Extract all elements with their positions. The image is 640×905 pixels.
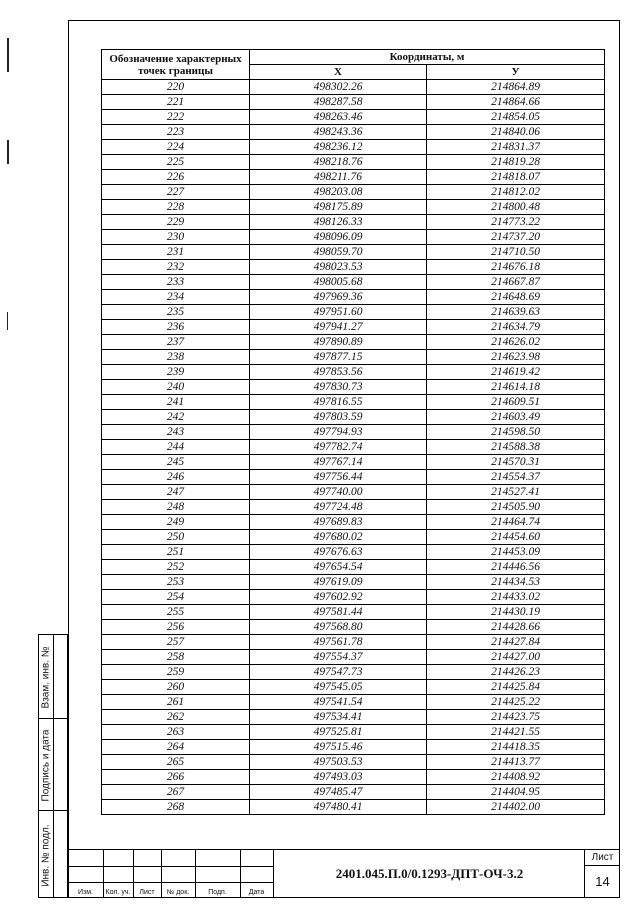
table-row [102, 200, 605, 215]
col-label-date: Дата [248, 889, 265, 896]
table-row [102, 365, 605, 380]
y-coordinate-cell: 214425.22 [427, 695, 605, 710]
table-row [102, 245, 605, 260]
y-coordinate-cell: 214648.69 [427, 290, 605, 305]
stamp-text: Взам. инв. № [40, 646, 52, 708]
table-row [102, 350, 605, 365]
grid-line [68, 882, 273, 883]
point-number-cell: 241 [102, 395, 250, 410]
point-number-cell: 231 [102, 245, 250, 260]
y-coordinate-cell: 214614.18 [427, 380, 605, 395]
table-row [102, 800, 605, 815]
x-coordinate-cell: 497816.55 [250, 395, 427, 410]
x-coordinate-cell: 497619.09 [250, 575, 427, 590]
header-point: Обозначение характерных точек границы [102, 50, 250, 80]
y-coordinate-cell: 214421.55 [427, 725, 605, 740]
y-coordinate-cell: 214667.87 [427, 275, 605, 290]
table-row [102, 545, 605, 560]
table-row [102, 605, 605, 620]
x-coordinate-cell: 497515.46 [250, 740, 427, 755]
point-number-cell: 245 [102, 455, 250, 470]
point-number-cell: 233 [102, 275, 250, 290]
x-coordinate-cell: 498218.76 [250, 155, 427, 170]
point-number-cell: 238 [102, 350, 250, 365]
point-number-cell: 259 [102, 665, 250, 680]
header-coordinates: Координаты, м [250, 50, 605, 65]
x-coordinate-cell: 498059.70 [250, 245, 427, 260]
y-coordinate-cell: 214434.53 [427, 575, 605, 590]
x-coordinate-cell: 497782.74 [250, 440, 427, 455]
y-coordinate-cell: 214773.22 [427, 215, 605, 230]
x-coordinate-cell: 497493.03 [250, 770, 427, 785]
x-coordinate-cell: 497951.60 [250, 305, 427, 320]
table-row [102, 455, 605, 470]
col-label-doc: № док. [166, 889, 190, 896]
scan-mark [7, 312, 8, 330]
y-coordinate-cell: 214623.98 [427, 350, 605, 365]
y-coordinate-cell: 214864.89 [427, 80, 605, 95]
document-code: 2401.045.П.0/0.1293-ДПТ-ОЧ-3.2 [273, 850, 585, 898]
point-number-cell: 252 [102, 560, 250, 575]
point-number-cell: 264 [102, 740, 250, 755]
point-number-cell: 247 [102, 485, 250, 500]
table-row [102, 695, 605, 710]
table-row [102, 80, 605, 95]
point-number-cell: 261 [102, 695, 250, 710]
stamp-text: Инв. № подл. [40, 823, 52, 887]
point-number-cell: 266 [102, 770, 250, 785]
table-row [102, 305, 605, 320]
x-coordinate-cell: 497724.48 [250, 500, 427, 515]
table-row [102, 515, 605, 530]
point-number-cell: 227 [102, 185, 250, 200]
coordinates-table [101, 49, 605, 815]
y-coordinate-cell: 214609.51 [427, 395, 605, 410]
table-row [102, 755, 605, 770]
y-coordinate-cell: 214446.56 [427, 560, 605, 575]
y-coordinate-cell: 214454.60 [427, 530, 605, 545]
table-row [102, 470, 605, 485]
point-number-cell: 260 [102, 680, 250, 695]
point-number-cell: 254 [102, 590, 250, 605]
col-label-sign: Подп. [208, 889, 227, 896]
y-coordinate-cell: 214404.95 [427, 785, 605, 800]
x-coordinate-cell: 498096.09 [250, 230, 427, 245]
stamp-label-inv [39, 811, 53, 899]
y-coordinate-cell: 214831.37 [427, 140, 605, 155]
table-row [102, 395, 605, 410]
x-coordinate-cell: 498211.76 [250, 170, 427, 185]
table-row [102, 485, 605, 500]
table-row [102, 680, 605, 695]
x-coordinate-cell: 497830.73 [250, 380, 427, 395]
y-coordinate-cell: 214737.20 [427, 230, 605, 245]
x-coordinate-cell: 497503.53 [250, 755, 427, 770]
col-label-kol: Кол. уч. [105, 889, 131, 896]
y-coordinate-cell: 214426.23 [427, 665, 605, 680]
y-coordinate-cell: 214854.05 [427, 110, 605, 125]
point-number-cell: 262 [102, 710, 250, 725]
y-coordinate-cell: 214427.00 [427, 650, 605, 665]
y-coordinate-cell: 214639.63 [427, 305, 605, 320]
table-row [102, 320, 605, 335]
point-number-cell: 222 [102, 110, 250, 125]
x-coordinate-cell: 497890.89 [250, 335, 427, 350]
point-number-cell: 230 [102, 230, 250, 245]
y-coordinate-cell: 214626.02 [427, 335, 605, 350]
x-coordinate-cell: 497803.59 [250, 410, 427, 425]
y-coordinate-cell: 214676.18 [427, 260, 605, 275]
y-coordinate-cell: 214710.50 [427, 245, 605, 260]
y-coordinate-cell: 214423.75 [427, 710, 605, 725]
table-row [102, 125, 605, 140]
table-row [102, 575, 605, 590]
x-coordinate-cell: 498302.26 [250, 80, 427, 95]
table-row [102, 230, 605, 245]
table-row [102, 95, 605, 110]
table-body [102, 80, 605, 815]
side-stamp [38, 634, 68, 898]
y-coordinate-cell: 214819.28 [427, 155, 605, 170]
point-number-cell: 228 [102, 200, 250, 215]
title-block [68, 849, 620, 898]
x-coordinate-cell: 498175.89 [250, 200, 427, 215]
point-number-cell: 268 [102, 800, 250, 815]
table-row [102, 620, 605, 635]
y-coordinate-cell: 214430.19 [427, 605, 605, 620]
x-coordinate-cell: 498287.58 [250, 95, 427, 110]
y-coordinate-cell: 214603.49 [427, 410, 605, 425]
x-coordinate-cell: 498126.33 [250, 215, 427, 230]
point-number-cell: 249 [102, 515, 250, 530]
point-number-cell: 258 [102, 650, 250, 665]
point-number-cell: 236 [102, 320, 250, 335]
x-coordinate-cell: 498236.12 [250, 140, 427, 155]
sheet-number: 14 [595, 874, 610, 889]
point-number-cell: 246 [102, 470, 250, 485]
y-coordinate-cell: 214619.42 [427, 365, 605, 380]
table-row [102, 650, 605, 665]
point-number-cell: 251 [102, 545, 250, 560]
point-number-cell: 240 [102, 380, 250, 395]
y-coordinate-cell: 214402.00 [427, 800, 605, 815]
y-coordinate-cell: 214634.79 [427, 320, 605, 335]
x-coordinate-cell: 497554.37 [250, 650, 427, 665]
scan-mark [7, 38, 9, 72]
point-number-cell: 267 [102, 785, 250, 800]
table-row [102, 635, 605, 650]
table-row [102, 410, 605, 425]
col-label-izm: Изм. [78, 889, 93, 896]
point-number-cell: 223 [102, 125, 250, 140]
revision-grid [68, 850, 273, 898]
sheet-label: Лист [585, 850, 620, 866]
point-number-cell: 265 [102, 755, 250, 770]
y-coordinate-cell: 214812.02 [427, 185, 605, 200]
col-label-list: Лист [139, 889, 155, 896]
table-row [102, 185, 605, 200]
y-coordinate-cell: 214554.37 [427, 470, 605, 485]
sheet-box [584, 850, 620, 898]
x-coordinate-cell: 497534.41 [250, 710, 427, 725]
x-coordinate-cell: 497547.73 [250, 665, 427, 680]
y-coordinate-cell: 214818.07 [427, 170, 605, 185]
table-row [102, 665, 605, 680]
point-number-cell: 232 [102, 260, 250, 275]
table-row [102, 740, 605, 755]
stamp-label-sign [39, 719, 53, 811]
point-number-cell: 229 [102, 215, 250, 230]
y-coordinate-cell: 214453.09 [427, 545, 605, 560]
point-number-cell: 224 [102, 140, 250, 155]
table-row [102, 710, 605, 725]
x-coordinate-cell: 497969.36 [250, 290, 427, 305]
point-number-cell: 253 [102, 575, 250, 590]
y-coordinate-cell: 214428.66 [427, 620, 605, 635]
point-number-cell: 255 [102, 605, 250, 620]
point-number-cell: 244 [102, 440, 250, 455]
x-coordinate-cell: 497541.54 [250, 695, 427, 710]
point-number-cell: 221 [102, 95, 250, 110]
table-row [102, 530, 605, 545]
table-row [102, 440, 605, 455]
x-coordinate-cell: 497676.63 [250, 545, 427, 560]
table-row [102, 155, 605, 170]
y-coordinate-cell: 214570.31 [427, 455, 605, 470]
table-row [102, 170, 605, 185]
grid-line [68, 866, 273, 867]
x-coordinate-cell: 497680.02 [250, 530, 427, 545]
table-row [102, 110, 605, 125]
x-coordinate-cell: 497941.27 [250, 320, 427, 335]
point-number-cell: 220 [102, 80, 250, 95]
table-row [102, 335, 605, 350]
x-coordinate-cell: 498243.36 [250, 125, 427, 140]
y-coordinate-cell: 214864.66 [427, 95, 605, 110]
point-number-cell: 235 [102, 305, 250, 320]
y-coordinate-cell: 214427.84 [427, 635, 605, 650]
table-row [102, 425, 605, 440]
stamp-text: Подпись и дата [40, 729, 52, 801]
x-coordinate-cell: 497794.93 [250, 425, 427, 440]
y-coordinate-cell: 214505.90 [427, 500, 605, 515]
y-coordinate-cell: 214413.77 [427, 755, 605, 770]
x-coordinate-cell: 497877.15 [250, 350, 427, 365]
y-coordinate-cell: 214800.48 [427, 200, 605, 215]
table-row [102, 380, 605, 395]
table-row [102, 140, 605, 155]
x-coordinate-cell: 497756.44 [250, 470, 427, 485]
x-coordinate-cell: 497545.05 [250, 680, 427, 695]
y-coordinate-cell: 214527.41 [427, 485, 605, 500]
y-coordinate-cell: 214464.74 [427, 515, 605, 530]
table-row [102, 290, 605, 305]
point-number-cell: 237 [102, 335, 250, 350]
y-coordinate-cell: 214408.92 [427, 770, 605, 785]
x-coordinate-cell: 498263.46 [250, 110, 427, 125]
x-coordinate-cell: 498023.53 [250, 260, 427, 275]
point-number-cell: 248 [102, 500, 250, 515]
table-row [102, 725, 605, 740]
table-row [102, 785, 605, 800]
point-number-cell: 242 [102, 410, 250, 425]
y-coordinate-cell: 214598.50 [427, 425, 605, 440]
x-coordinate-cell: 498203.08 [250, 185, 427, 200]
point-number-cell: 225 [102, 155, 250, 170]
x-coordinate-cell: 497740.00 [250, 485, 427, 500]
x-coordinate-cell: 497581.44 [250, 605, 427, 620]
x-coordinate-cell: 497654.54 [250, 560, 427, 575]
table-row [102, 260, 605, 275]
x-coordinate-cell: 497689.83 [250, 515, 427, 530]
x-coordinate-cell: 497561.78 [250, 635, 427, 650]
x-coordinate-cell: 498005.68 [250, 275, 427, 290]
point-number-cell: 226 [102, 170, 250, 185]
point-number-cell: 243 [102, 425, 250, 440]
x-coordinate-cell: 497853.56 [250, 365, 427, 380]
x-coordinate-cell: 497485.47 [250, 785, 427, 800]
point-number-cell: 239 [102, 365, 250, 380]
y-coordinate-cell: 214840.06 [427, 125, 605, 140]
table-row [102, 770, 605, 785]
table-row [102, 275, 605, 290]
table-row [102, 500, 605, 515]
x-coordinate-cell: 497568.80 [250, 620, 427, 635]
y-coordinate-cell: 214418.35 [427, 740, 605, 755]
point-number-cell: 257 [102, 635, 250, 650]
point-number-cell: 256 [102, 620, 250, 635]
y-coordinate-cell: 214433.02 [427, 590, 605, 605]
table-row [102, 215, 605, 230]
point-number-cell: 234 [102, 290, 250, 305]
point-number-cell: 263 [102, 725, 250, 740]
x-coordinate-cell: 497525.81 [250, 725, 427, 740]
x-coordinate-cell: 497767.14 [250, 455, 427, 470]
table-row [102, 590, 605, 605]
scan-mark [7, 140, 9, 164]
x-coordinate-cell: 497602.92 [250, 590, 427, 605]
stamp-label-vzam [39, 635, 53, 719]
y-coordinate-cell: 214425.84 [427, 680, 605, 695]
table-row [102, 560, 605, 575]
point-number-cell: 250 [102, 530, 250, 545]
x-coordinate-cell: 497480.41 [250, 800, 427, 815]
header-x: X [250, 65, 427, 80]
header-y: У [427, 65, 605, 80]
y-coordinate-cell: 214588.38 [427, 440, 605, 455]
